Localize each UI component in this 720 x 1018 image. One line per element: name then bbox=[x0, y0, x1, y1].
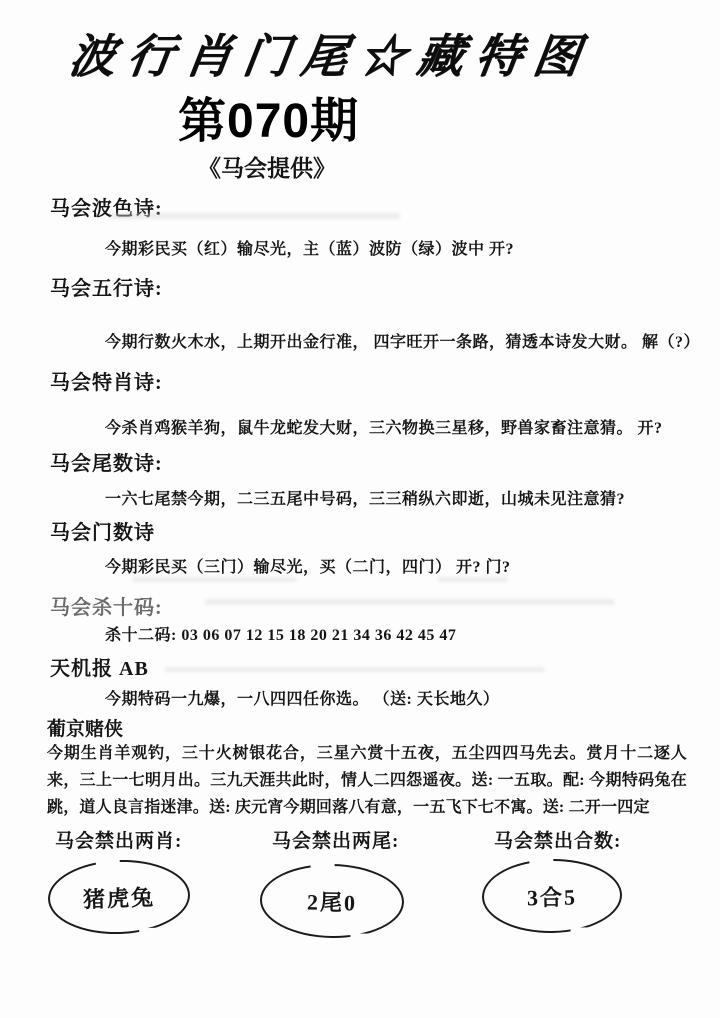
forbidden-tail-label: 马会禁出两尾: bbox=[272, 831, 400, 852]
heading-color-wave-poem: 马会波色诗: bbox=[50, 198, 163, 220]
forbidden-zodiac-value: 猪虎兔 bbox=[82, 884, 156, 912]
heading-tianji-report: 天机报 AB bbox=[50, 658, 149, 680]
line-tail-number-poem: 一六七尾禁今期，二三五尾中号码，三三稍纵六即逝，山城未见注意猜? bbox=[105, 491, 626, 508]
forbidden-sum-value: 3合5 bbox=[526, 884, 578, 910]
scan-smudge bbox=[132, 577, 297, 582]
scan-smudge bbox=[205, 599, 615, 605]
heading-kill-codes: 马会杀十码: bbox=[50, 597, 163, 619]
forbidden-tail-value: 2尾0 bbox=[306, 889, 358, 915]
forbidden-zodiac-label: 马会禁出两肖: bbox=[55, 831, 183, 852]
pujing-gambler-text: 今期生肖羊观钓，三十火树银花合，三星六赏十五夜，五尘四四马先去。赏月十二逐人来，三上一七明月出。三九天涯共此时，情人二四怨遥夜。送: 一五取。配: 今期特码兔在跳，道人良言指迷津。送: 庆元宵今期回落八有意，一五飞下七不寓。送: 二开一四定 bbox=[47, 745, 687, 816]
heading-gate-number-poem: 马会门数诗 bbox=[50, 522, 155, 544]
scan-smudge bbox=[110, 213, 400, 219]
scan-smudge bbox=[438, 577, 508, 582]
line-color-wave-poem: 今期彩民买（红）输尽光，主（蓝）波防（绿）波中 开? bbox=[105, 241, 515, 258]
line-special-zodiac-poem: 今杀肖鸡猴羊狗，鼠牛龙蛇发大财，三六物换三星移，野兽家畜注意猜。 开? bbox=[105, 420, 663, 437]
heading-pujing-gambler: 葡京赌侠 bbox=[47, 719, 124, 740]
heading-special-zodiac-poem: 马会特肖诗: bbox=[50, 372, 163, 394]
provider-note: 《马会提供》 bbox=[198, 156, 336, 181]
forbidden-zodiac-oval bbox=[47, 858, 191, 937]
forbidden-tail-oval bbox=[259, 863, 404, 940]
heading-tail-number-poem: 马会尾数诗: bbox=[50, 453, 163, 475]
page-title: 波行肖门尾☆藏特图 bbox=[65, 31, 596, 82]
line-five-elements-poem: 今期行数火木水，上期开出金行准， 四字旺开一条路，猜透本诗发大财。 解（?） bbox=[105, 334, 701, 351]
issue-number: 第070期 bbox=[178, 95, 360, 148]
forbidden-sum-label: 马会禁出合数: bbox=[494, 831, 622, 852]
line-gate-number-poem: 今期彩民买（三门）输尽光，买（二门，四门） 开? 门? bbox=[105, 559, 511, 576]
line-tianji-report: 今期特码一九爆，一八四四任你选。 （送: 天长地久） bbox=[105, 691, 500, 708]
line-kill-codes: 杀十二码: 03 06 07 12 15 18 20 21 34 36 42 45 47 bbox=[105, 627, 457, 644]
forbidden-sum-oval bbox=[481, 858, 622, 934]
scan-smudge bbox=[165, 667, 545, 672]
heading-five-elements-poem: 马会五行诗: bbox=[50, 278, 163, 300]
